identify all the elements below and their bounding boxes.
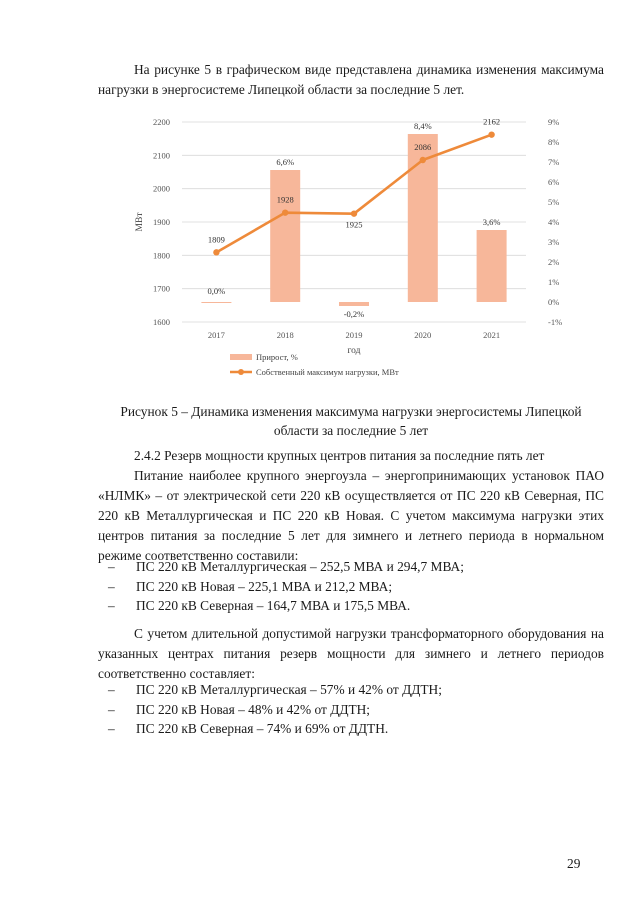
bar — [270, 170, 300, 302]
bar — [477, 230, 507, 302]
legend-marker-line — [238, 369, 244, 375]
dash-marker: – — [108, 598, 115, 613]
line-data-label: 2162 — [483, 116, 501, 127]
y-tick-label: 2100 — [153, 150, 170, 161]
y-tick-label: 2200 — [153, 117, 170, 127]
legend-label-line: Собственный максимум нагрузки, МВт — [256, 367, 399, 377]
list-item: – ПС 220 кВ Новая – 225,1 МВА и 212,2 МВА; — [108, 577, 604, 597]
body-paragraph-1: Питание наиболее крупного энергоузла – энергопринимающих установок ПАО «НЛМК» – от электрической сети 220 кВ осуществляется от ПС 220 кВ Северная, ПС 220 кВ Металлургическая и ПС 220 кВ Новая. С учетом максимума нагрузки этих центров питания за последние 5 лет для зимнего и летнего периода в нормальном режиме соответственно составили: — [98, 468, 604, 563]
list-item: – ПС 220 кВ Металлургическая – 57% и 42% от ДДТН; — [108, 680, 604, 700]
line-data-label: 1928 — [276, 194, 294, 205]
intro-paragraph: На рисунке 5 в графическом виде представлена динамика изменения максимума нагрузки в энергосистеме Липецкой области за последние 5 лет. — [98, 62, 604, 97]
legend-label-bars: Прирост, % — [256, 352, 298, 362]
line-data-label: 1809 — [207, 234, 225, 245]
bar-data-label: 6,6% — [276, 157, 295, 167]
figure-caption: Рисунок 5 – Динамика изменения максимума нагрузки энергосистемы Липецкой области за последние 5 лет — [120, 404, 582, 438]
y2-tick-label: 0% — [548, 297, 560, 307]
x-tick-label: 2021 — [483, 330, 501, 340]
load-dynamics-chart — [120, 108, 570, 396]
dash-marker: – — [108, 559, 115, 574]
y2-tick-label: 1% — [548, 277, 560, 287]
bar — [201, 302, 231, 303]
line-data-label: 2086 — [414, 142, 432, 152]
y2-tick-label: 3% — [548, 237, 560, 247]
body-paragraph-2: С учетом длительной допустимой нагрузки трансформаторного оборудования на указанных центрах питания резерв мощности для зимнего и летнего периодов соответственно составляет: — [98, 626, 604, 681]
y-tick-label: 1900 — [153, 217, 170, 227]
y-tick-label: 1600 — [153, 317, 170, 327]
list-item: – ПС 220 кВ Новая – 48% и 42% от ДДТН; — [108, 700, 604, 720]
y-axis-label: МВт — [135, 212, 145, 232]
list-item: – ПС 220 кВ Северная – 164,7 МВА и 175,5 МВА. — [108, 596, 604, 616]
line-point — [213, 249, 219, 255]
list-item: – ПС 220 кВ Северная – 74% и 69% от ДДТН. — [108, 719, 604, 739]
y2-tick-label: 5% — [548, 197, 560, 207]
power-reserve-list — [108, 680, 604, 739]
list-item: – ПС 220 кВ Металлургическая – 252,5 МВА и 294,7 МВА; — [108, 557, 604, 577]
y-tick-label: 1700 — [153, 283, 170, 294]
x-tick-label: 2018 — [276, 330, 294, 340]
bar — [339, 302, 369, 306]
bar-data-label: 8,4% — [413, 121, 432, 131]
dash-marker: – — [108, 682, 115, 697]
x-tick-label: 2019 — [345, 330, 363, 340]
x-tick-label: 2020 — [414, 330, 432, 340]
dash-marker: – — [108, 578, 115, 594]
y-tick-label: 2000 — [153, 183, 170, 194]
y2-tick-label: 4% — [548, 217, 560, 227]
line-point — [351, 210, 357, 216]
y-tick-label: 1800 — [153, 250, 170, 261]
series-line — [216, 135, 491, 253]
section-heading: 2.4.2 Резерв мощности крупных центров питания за последние пять лет — [134, 448, 545, 463]
line-point — [420, 157, 426, 163]
y2-tick-label: 2% — [548, 257, 560, 267]
y2-tick-label: 6% — [548, 177, 560, 187]
bar-data-label: 3,6% — [482, 217, 501, 227]
substation-load-list — [108, 557, 604, 616]
x-axis-label: год — [347, 346, 361, 356]
x-tick-label: 2017 — [207, 330, 225, 340]
line-point — [282, 209, 288, 215]
legend-swatch-bars — [230, 354, 252, 360]
bar-data-label: 0,0% — [207, 286, 226, 296]
y2-tick-label: -1% — [548, 317, 563, 327]
y2-tick-label: 8% — [548, 137, 560, 147]
line-data-label: 1925 — [345, 219, 363, 230]
y2-tick-label: 9% — [548, 117, 560, 127]
y2-tick-label: 7% — [548, 157, 560, 167]
bar-data-label: -0,2% — [343, 309, 365, 319]
line-point — [488, 131, 494, 137]
dash-marker: – — [108, 701, 115, 717]
page-number: 29 — [567, 856, 581, 871]
dash-marker: – — [108, 721, 115, 736]
